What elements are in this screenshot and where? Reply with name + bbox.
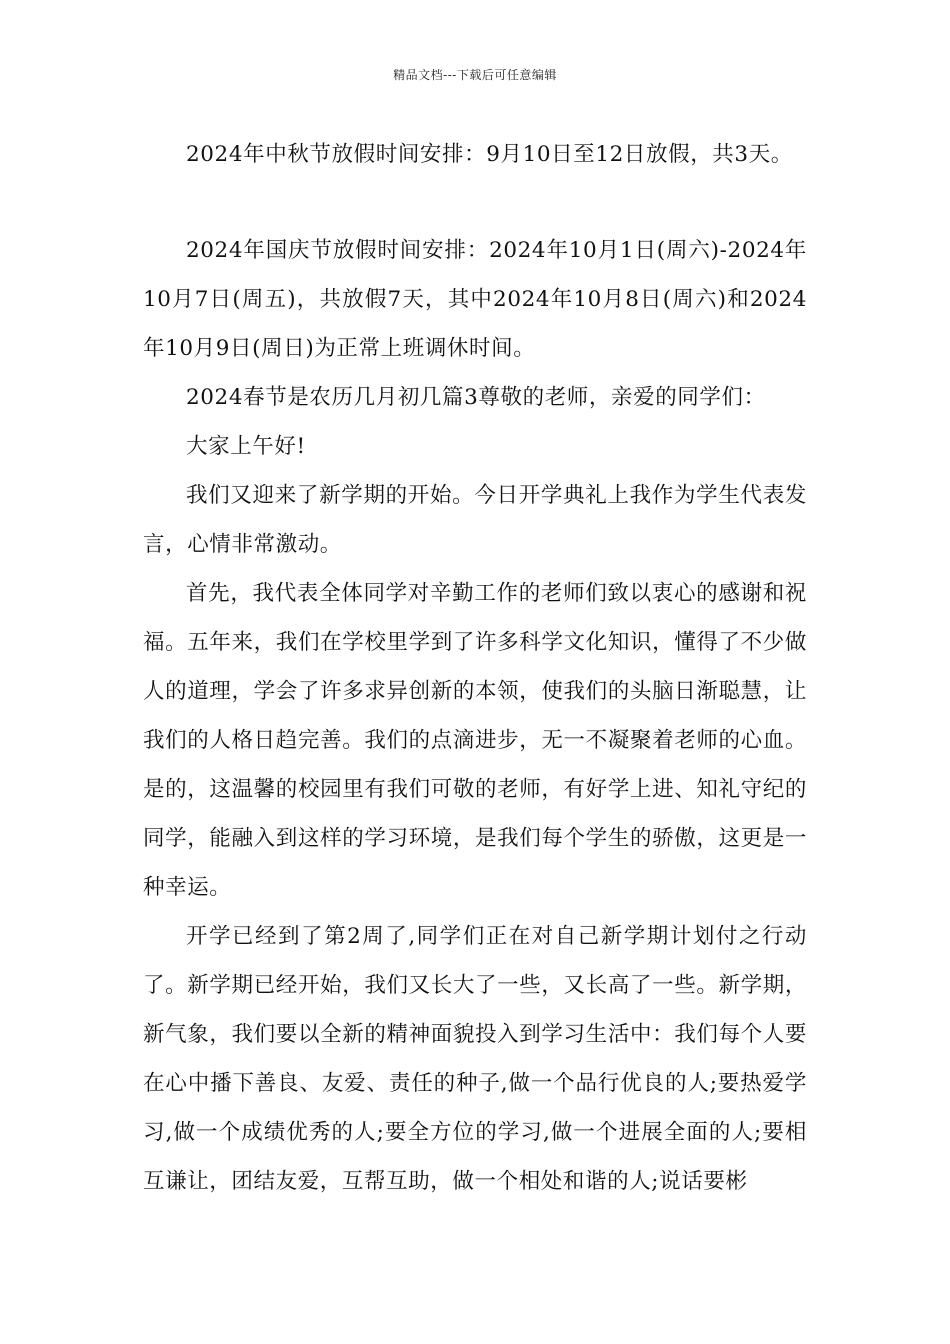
- document-body: [143, 130, 807, 1206]
- paragraph-greeting-title: 2024春节是农历几月初几篇3尊敬的老师，亲爱的同学们：: [186, 385, 766, 410]
- paragraph-gap: [143, 179, 807, 226]
- paragraph-thanks-teachers: 首先，我代表全体同学对辛勤工作的老师们致以衷心的感谢和祝福。五年来，我们在学校里学到了许多科学文化知识，懂得了不少做人的道理，学会了许多求异创新的本领，使我们的头脑日渐聪慧，让我们的人格日趋完善。我们的点滴进步，无一不凝聚着老师的心血。是的，这温馨的校园里有我们可敬的老师，有好学上进、知礼守纪的同学，能融入到这样的学习环境，是我们每个学生的骄傲，这更是一种幸运。: [143, 581, 807, 900]
- paragraph-national-day: 2024年国庆节放假时间安排：2024年10月1日(周六)-2024年10月7日(周五)，共放假7天，其中2024年10月8日(周六)和2024年10月9日(周日)为正常上班调休时间。: [143, 238, 807, 361]
- paragraph-second-week: 开学已经到了第2周了,同学们正在对自己新学期计划付之行动了。新学期已经开始，我们又长大了一些，又长高了一些。新学期，新气象，我们要以全新的精神面貌投入到学习生活中：我们每个人要在心中播下善良、友爱、责任的种子,做一个品行优良的人;要热爱学习,做一个成绩优秀的人;要全方位的学习,做一个进展全面的人;要相互谦让，团结友爱，互帮互助，做一个相处和谐的人;说话要彬: [143, 924, 807, 1194]
- paragraph-new-semester: 我们又迎来了新学期的开始。今日开学典礼上我作为学生代表发言，心情非常激动。: [143, 483, 807, 557]
- page-header: 精品文档---下载后可任意编辑: [393, 68, 557, 82]
- paragraph-salutation: 大家上午好!: [186, 434, 306, 459]
- paragraph-mid-autumn: 2024年中秋节放假时间安排：9月10日至12日放假，共3天。: [186, 142, 793, 167]
